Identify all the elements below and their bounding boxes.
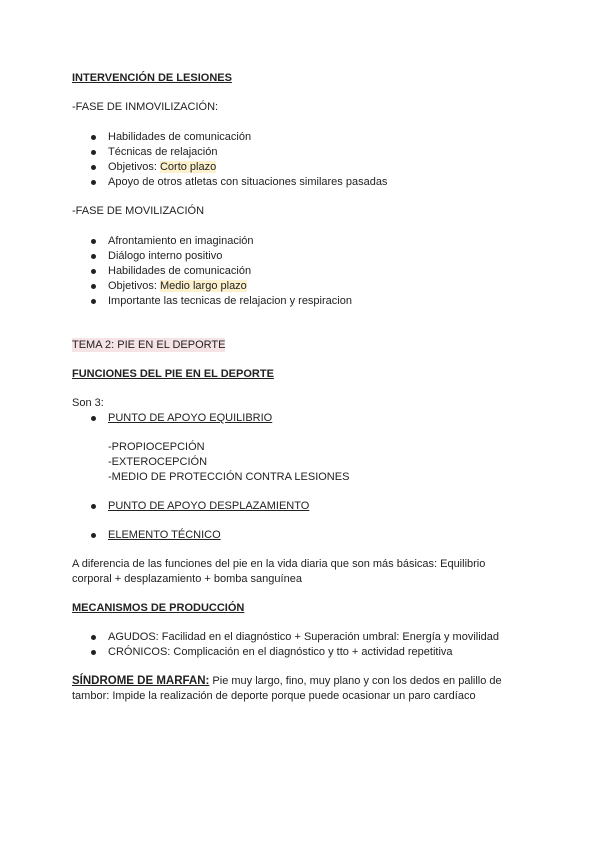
list-item: Apoyo de otros atletas con situaciones similares pasadas <box>72 175 532 190</box>
list-item <box>72 499 532 514</box>
theme-highlight: TEMA 2: PIE EN EL DEPORTE <box>72 339 226 351</box>
marfan-line-1: Pie muy largo, fino, muy plano y con los dedos en palillo de <box>209 675 502 687</box>
mecanismos-list <box>72 630 532 660</box>
list-item: Importante las tecnicas de relajacion y respiracion <box>72 294 532 309</box>
note-line-1: A diferencia de las funciones del pie en la vida diaria que son más básicas: Equilibrio <box>72 558 486 570</box>
document-page <box>72 71 532 704</box>
list-item <box>72 160 532 175</box>
marfan-line-2: tambor: Impide la realización de deporte porque puede ocasionar un paro cardíaco <box>72 690 476 702</box>
list-item <box>72 411 532 426</box>
function-subitems <box>72 440 532 485</box>
functions-list-1 <box>72 411 532 426</box>
section-heading-funciones: FUNCIONES DEL PIE EN EL DEPORTE <box>72 368 274 380</box>
subitem: -PROPIOCEPCIÓN <box>108 441 205 453</box>
marfan-paragraph <box>72 674 532 704</box>
functions-intro: Son 3: <box>72 397 104 409</box>
phase-movilizacion-label: -FASE DE MOVILIZACIÓN <box>72 205 205 217</box>
phase-inmovilizacion-list <box>72 130 532 190</box>
list-item <box>72 279 532 294</box>
list-item: Habilidades de comunicación <box>72 130 532 145</box>
objective-highlight: Corto plazo <box>159 161 217 173</box>
function-desplazamiento: PUNTO DE APOYO DESPLAZAMIENTO <box>108 500 310 512</box>
subitem: -MEDIO DE PROTECCIÓN CONTRA LESIONES <box>108 471 350 483</box>
function-tecnico: ELEMENTO TÉCNICO <box>108 529 221 541</box>
list-item: CRÓNICOS: Complicación en el diagnóstico y tto + actividad repetitiva <box>72 645 532 660</box>
theme-label <box>72 338 532 353</box>
functions-list-2 <box>72 499 532 514</box>
list-item <box>72 528 532 543</box>
objective-prefix: Objetivos: <box>108 161 160 173</box>
phase-movilizacion-list <box>72 234 532 309</box>
section-heading-mecanismos: MECANISMOS DE PRODUCCIÓN <box>72 602 245 614</box>
subitem: -EXTEROCEPCIÓN <box>108 456 208 468</box>
functions-note <box>72 557 532 587</box>
note-line-2: corporal + desplazamiento + bomba sanguínea <box>72 573 302 585</box>
list-item: Afrontamiento en imaginación <box>72 234 532 249</box>
section-heading-intervencion: INTERVENCIÓN DE LESIONES <box>72 72 232 84</box>
functions-list-3 <box>72 528 532 543</box>
list-item: Técnicas de relajación <box>72 145 532 160</box>
list-item: Diálogo interno positivo <box>72 249 532 264</box>
list-item: AGUDOS: Facilidad en el diagnóstico + Superación umbral: Energía y movilidad <box>72 630 532 645</box>
marfan-term: SÍNDROME DE MARFAN: <box>72 675 210 687</box>
objective-prefix: Objetivos: <box>108 280 160 292</box>
function-equilibrio: PUNTO DE APOYO EQUILIBRIO <box>108 412 273 424</box>
objective-highlight: Medio largo plazo <box>159 280 247 292</box>
phase-inmovilizacion-label: -FASE DE INMOVILIZACIÓN: <box>72 101 219 113</box>
list-item: Habilidades de comunicación <box>72 264 532 279</box>
